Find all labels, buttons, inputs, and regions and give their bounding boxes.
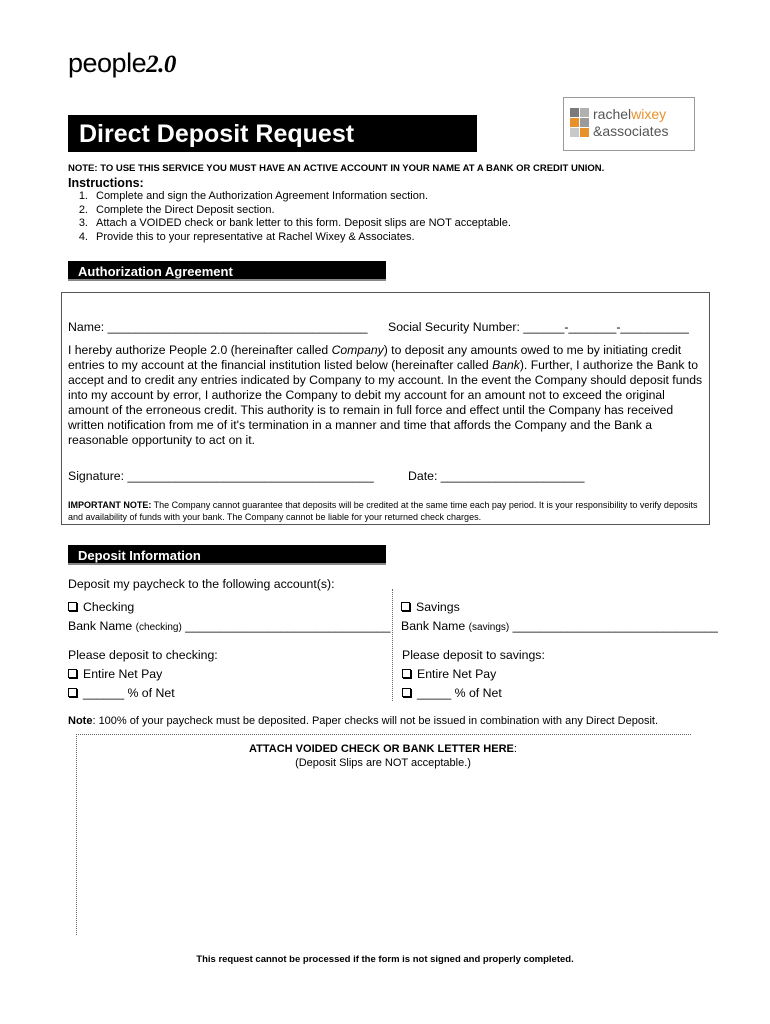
logo-square-icon	[580, 108, 589, 117]
savings-prompt: Please deposit to savings:	[402, 648, 545, 662]
deposit-heading: Deposit Information	[78, 548, 201, 563]
savings-entire-net-pay[interactable]: Entire Net Pay	[402, 667, 496, 682]
logo-text: people	[68, 48, 147, 78]
partner-logo-line2: &associates	[593, 123, 669, 139]
deposit-intro: Deposit my paycheck to the following account(s):	[68, 577, 335, 591]
logo-square-icon	[580, 118, 589, 127]
title-bar	[68, 115, 477, 152]
partner-logo-line1: rachelwixey	[593, 106, 667, 122]
checkbox-icon[interactable]	[68, 669, 77, 678]
date-field[interactable]: Date: _____________________	[408, 469, 585, 483]
instruction-item: 4. Provide this to your representative at Rachel Wixey & Associates.	[78, 230, 415, 243]
checking-percent-of-net[interactable]: ______ % of Net	[68, 686, 175, 701]
footer-note: This request cannot be processed if the form is not signed and properly completed.	[196, 954, 574, 965]
checkbox-icon[interactable]	[402, 669, 411, 678]
savings-percent-of-net[interactable]: _____ % of Net	[402, 686, 502, 701]
logo-square-icon	[570, 118, 579, 127]
logo-square-icon	[580, 128, 589, 137]
instructions-list	[68, 190, 511, 244]
deposit-section-header	[68, 545, 386, 565]
savings-bank-name-field[interactable]: Bank Name (savings) ______________________________	[401, 619, 718, 633]
checkbox-icon[interactable]	[402, 688, 411, 697]
checking-prompt: Please deposit to checking:	[68, 648, 218, 662]
logo-version: 2.0	[146, 51, 176, 78]
logo-square-icon	[570, 108, 579, 117]
account-notice: NOTE: TO USE THIS SERVICE YOU MUST HAVE AN ACTIVE ACCOUNT IN YOUR NAME AT A BANK OR CREDIT UNION.	[68, 163, 605, 174]
page-title: Direct Deposit Request	[79, 120, 355, 148]
instruction-item: 2. Complete the Direct Deposit section.	[78, 203, 275, 216]
checking-option[interactable]: Checking	[68, 600, 134, 615]
authorization-section-header	[68, 261, 386, 281]
checkbox-icon[interactable]	[401, 602, 410, 611]
authorization-heading: Authorization Agreement	[78, 264, 233, 279]
checkbox-icon[interactable]	[68, 602, 77, 611]
ssn-field[interactable]: Social Security Number: ______-_______-__________	[388, 320, 689, 334]
instruction-item: 3. Attach a VOIDED check or bank letter to this form. Deposit slips are NOT acceptable.	[78, 217, 511, 230]
important-note: IMPORTANT NOTE: The Company cannot guarantee that deposits will be credited at the same time each pay period. It is your responsibility to verify deposits and availability of funds with your bank. The Company cannot be liable for your returned check charges.	[68, 500, 698, 522]
attach-title: ATTACH VOIDED CHECK OR BANK LETTER HERE:	[249, 743, 517, 755]
signature-field[interactable]: Signature: ____________________________________	[68, 469, 374, 483]
name-field[interactable]: Name: ______________________________________	[68, 320, 368, 334]
partner-logo	[563, 97, 695, 151]
instructions-heading: Instructions:	[68, 176, 144, 190]
savings-option[interactable]: Savings	[401, 600, 460, 615]
column-divider	[392, 589, 393, 701]
deposit-note: Note: 100% of your paycheck must be deposited. Paper checks will not be issued in combination with any Direct Deposit.	[68, 715, 659, 727]
people-logo	[68, 48, 176, 80]
instruction-item: 1. Complete and sign the Authorization Agreement Information section.	[78, 190, 429, 202]
checking-bank-name-field[interactable]: Bank Name (checking) ______________________________	[68, 619, 391, 633]
authorization-paragraph: I hereby authorize People 2.0 (hereinafter called Company) to deposit any amounts owed to me by initiating credit entries to my account at the financial institution listed below (hereinafter called Bank). Further, I authorize the Bank to accept and to credit any entries indicated by Company to my account. In the event the Company should deposit funds into my account by error, I authorize the Company to debit my account for an amount not to exceed the original amount of the erroneous credit. This authority is to remain in full force and effect until the Company has received written notification from me of it's termination in a manner and time that affords the Company and the Bank a reasonable opportunity to act on it.	[68, 343, 703, 447]
logo-square-icon	[570, 128, 579, 137]
attach-subtitle: (Deposit Slips are NOT acceptable.)	[295, 757, 471, 769]
checkbox-icon[interactable]	[68, 688, 77, 697]
checking-entire-net-pay[interactable]: Entire Net Pay	[68, 667, 162, 682]
